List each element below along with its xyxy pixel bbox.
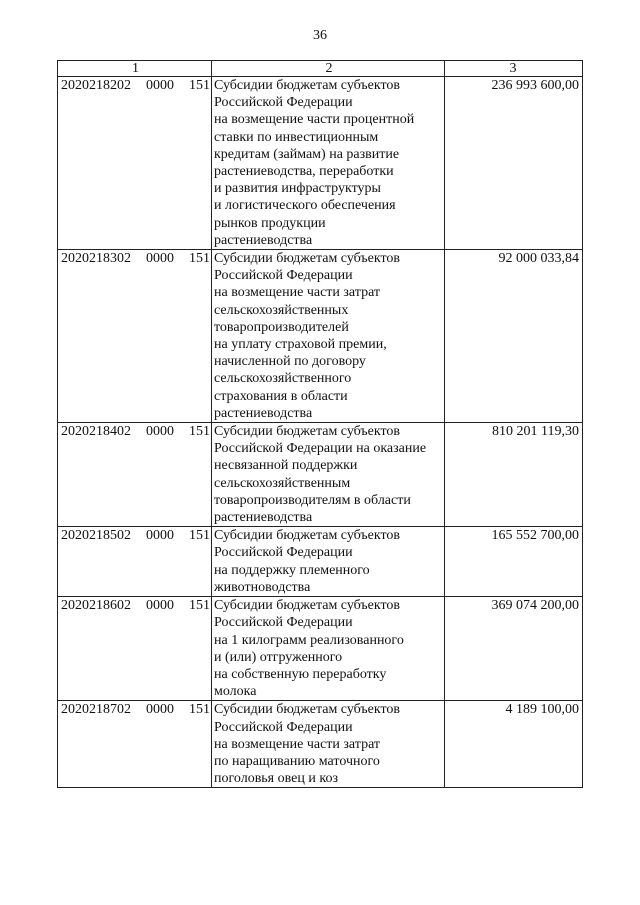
description-line: Субсидии бюджетам субъектов <box>214 424 401 440</box>
description-line: поголовья овец и коз <box>214 771 338 787</box>
amount-value: 92 000 033,84 <box>498 251 579 267</box>
description-line: сельскохозяйственных <box>214 302 349 318</box>
table-row <box>58 250 583 423</box>
description-line: кредитам (займам) на развитие <box>214 146 400 162</box>
description-line: растениеводства <box>214 232 313 248</box>
budget-code: 2020218602 0000 151 <box>61 598 210 614</box>
description-line: на 1 килограмм реализованного <box>214 632 404 648</box>
description-line: на возмещение части затрат <box>214 285 381 301</box>
description-line: Российской Федерации <box>214 545 353 561</box>
table-body <box>58 61 583 788</box>
description-line: молока <box>214 684 257 700</box>
description-line: Субсидии бюджетам субъектов <box>214 251 401 267</box>
header-cell-amount: 3 <box>445 61 583 77</box>
budget-code: 2020218202 0000 151 <box>61 78 210 93</box>
amount-cell <box>445 250 583 423</box>
description-line: и (или) отгруженного <box>214 649 343 665</box>
table-header-row <box>58 61 583 77</box>
description-line: товаропроизводителей <box>214 319 349 335</box>
description-line: растениеводства <box>214 510 313 526</box>
budget-code-cell <box>58 597 212 701</box>
description-line: растениеводства <box>214 405 313 421</box>
description-line: ставки по инвестиционным <box>214 129 379 145</box>
page-number: 36 <box>313 28 327 43</box>
table-row <box>58 423 583 527</box>
amount-value: 4 189 100,00 <box>505 702 579 718</box>
description-line: Субсидии бюджетам субъектов <box>214 528 401 544</box>
budget-code: 2020218502 0000 151 <box>61 528 210 544</box>
budget-code-cell <box>58 77 212 250</box>
header-cell-name: 2 <box>212 61 445 77</box>
header-cell-code: 1 <box>58 61 212 77</box>
budget-code: 2020218702 0000 151 <box>61 702 210 718</box>
description-line: растениеводства, переработки <box>214 164 394 180</box>
description-line: Субсидии бюджетам субъектов <box>214 702 401 718</box>
description-line: Российской Федерации <box>214 95 353 111</box>
budget-table <box>57 60 583 788</box>
table-row <box>58 77 583 250</box>
amount-value: 165 552 700,00 <box>491 528 579 544</box>
description-line: Субсидии бюджетам субъектов <box>214 78 401 93</box>
description-line: страхования в области <box>214 388 348 404</box>
description-cell <box>212 527 445 597</box>
budget-code-cell <box>58 701 212 788</box>
description-line: по наращиванию маточного <box>214 753 380 769</box>
amount-cell <box>445 77 583 250</box>
amount-value: 810 201 119,30 <box>492 424 579 440</box>
description-line: и развития инфраструктуры <box>214 181 381 197</box>
budget-code: 2020218402 0000 151 <box>61 424 210 440</box>
budget-code: 2020218302 0000 151 <box>61 251 210 267</box>
description-line: Субсидии бюджетам субъектов <box>214 598 401 614</box>
description-line: сельскохозяйственным <box>214 475 351 491</box>
description-line: Российской Федерации <box>214 268 353 284</box>
description-cell <box>212 77 445 250</box>
description-line: животноводства <box>214 579 311 595</box>
description-cell <box>212 423 445 527</box>
budget-code-cell <box>58 423 212 527</box>
amount-cell <box>445 423 583 527</box>
description-line: Российской Федерации <box>214 719 353 735</box>
budget-code-cell <box>58 250 212 423</box>
description-line: на уплату страховой премии, <box>214 337 387 353</box>
description-cell <box>212 250 445 423</box>
description-line: товаропроизводителям в области <box>214 492 411 508</box>
description-line: на возмещение части процентной <box>214 112 415 128</box>
description-line: на возмещение части затрат <box>214 736 381 752</box>
description-line: несвязанной поддержки <box>214 458 358 474</box>
description-line: сельскохозяйственного <box>214 371 352 387</box>
amount-cell <box>445 527 583 597</box>
description-line: Российской Федерации <box>214 615 353 631</box>
table-row <box>58 527 583 597</box>
description-line: рынков продукции <box>214 215 326 231</box>
amount-cell <box>445 701 583 788</box>
budget-code-cell <box>58 527 212 597</box>
description-line: и логистического обеспечения <box>214 198 396 214</box>
amount-value: 236 993 600,00 <box>491 78 579 93</box>
amount-value: 369 074 200,00 <box>491 598 579 614</box>
description-line: Российской Федерации на оказание <box>214 441 427 457</box>
amount-cell <box>445 597 583 701</box>
description-line: на собственную переработку <box>214 666 387 682</box>
table-row <box>58 701 583 788</box>
table-row <box>58 597 583 701</box>
description-cell <box>212 597 445 701</box>
description-line: начисленной по договору <box>214 354 366 370</box>
description-line: на поддержку племенного <box>214 562 370 578</box>
description-cell <box>212 701 445 788</box>
